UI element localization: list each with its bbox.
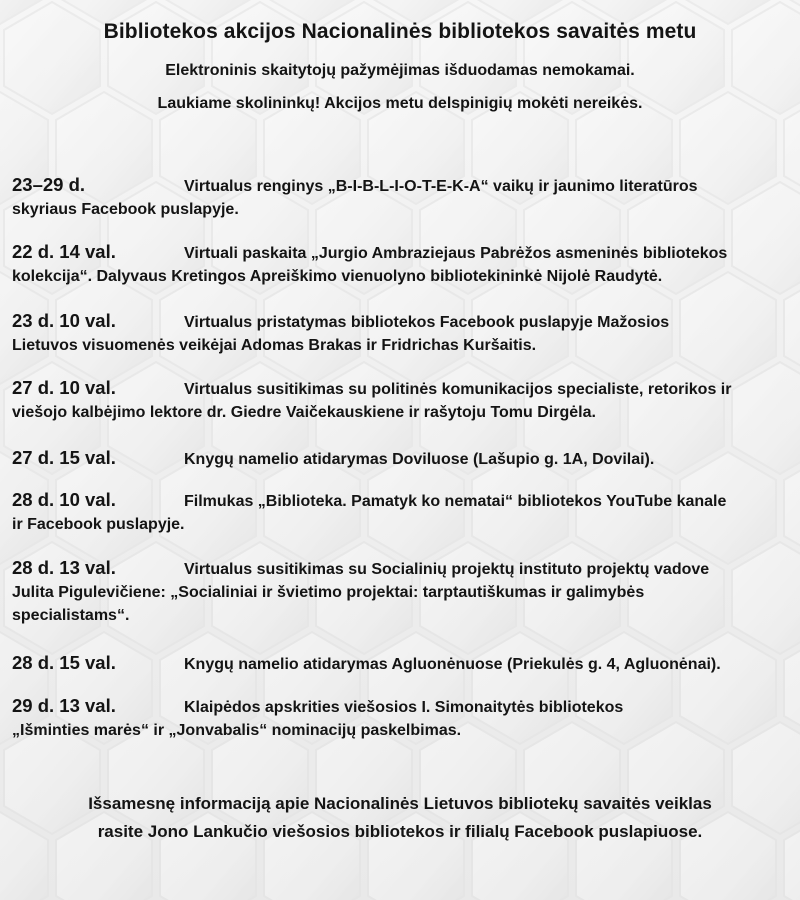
event-date: 22 d. 14 val. bbox=[12, 241, 116, 262]
event-description-line: Lietuvos visuomenės veikėjai Adomas Brakas ir Fridrichas Kuršaitis. bbox=[12, 337, 537, 354]
event-date: 23 d. 10 val. bbox=[12, 310, 116, 331]
footer-line: rasite Jono Lankučio viešosios bibliotekos ir filialų Facebook puslapiuose. bbox=[97, 822, 703, 841]
event-description-line: Virtuali paskaita „Jurgio Ambraziejaus Pabrėžos asmeninės bibliotekos bbox=[184, 245, 728, 262]
event-item bbox=[12, 376, 792, 424]
footer-line: Išsamesnę informaciją apie Nacionalinės Lietuvos bibliotekų savaitės veiklas bbox=[88, 794, 712, 813]
event-description-line: Filmukas „Biblioteka. Pamatyk ko nematai“ bibliotekos YouTube kanale bbox=[184, 493, 727, 510]
event-date: 28 d. 13 val. bbox=[12, 557, 116, 578]
event-description-line: Virtualus pristatymas bibliotekos Facebook puslapyje Mažosios bbox=[184, 314, 670, 331]
event-description-line: „Išminties marės“ ir „Jonvabalis“ nominacijų paskelbimas. bbox=[12, 722, 462, 739]
event-date: 27 d. 15 val. bbox=[12, 447, 116, 468]
event-item bbox=[12, 309, 792, 357]
event-description-line: Virtualus susitikimas su Socialinių projektų instituto projektų vadove bbox=[184, 561, 710, 578]
subtitle-debtors: Laukiame skolininkų! Akcijos metu delspinigių mokėti nereikės. bbox=[157, 95, 643, 112]
event-description-line: Virtualus renginys „B-I-B-L-I-O-T-E-K-A“ vaikų ir jaunimo literatūros bbox=[184, 178, 698, 195]
event-description-line: ir Facebook puslapyje. bbox=[12, 516, 185, 533]
event-description-line: viešojo kalbėjimo lektore dr. Giedre Vaičekauskiene ir rašytoju Tomu Dirgėla. bbox=[12, 404, 596, 421]
poster-title: Bibliotekos akcijos Nacionalinės bibliotekos savaitės metu bbox=[103, 20, 697, 43]
event-description-line: kolekcija“. Dalyvaus Kretingos Apreiškimo vienuolyno bibliotekininkė Nijolė Raudytė. bbox=[12, 268, 663, 285]
event-description-line: Knygų namelio atidarymas Doviluose (Lašupio g. 1A, Dovilai). bbox=[184, 451, 655, 468]
event-date: 28 d. 10 val. bbox=[12, 489, 116, 510]
event-description-line: Klaipėdos apskrities viešosios I. Simonaitytės bibliotekos bbox=[184, 699, 624, 716]
event-item bbox=[12, 651, 792, 676]
event-date: 29 d. 13 val. bbox=[12, 695, 116, 716]
subtitle-free-card: Elektroninis skaitytojų pažymėjimas išduodamas nemokamai. bbox=[165, 62, 635, 79]
event-item bbox=[12, 446, 792, 471]
event-date: 28 d. 15 val. bbox=[12, 652, 116, 673]
event-item bbox=[12, 488, 792, 536]
footer-note bbox=[0, 790, 800, 846]
event-item bbox=[12, 556, 792, 627]
event-item bbox=[12, 240, 792, 288]
event-date: 23–29 d. bbox=[12, 174, 86, 195]
event-item bbox=[12, 694, 792, 742]
event-description-line: Julita Pigulevičiene: „Socialiniai ir švietimo projektai: tarptautiškumas ir galimybės bbox=[12, 584, 645, 601]
event-description-line: Virtualus susitikimas su politinės komunikacijos specialiste, retorikos ir bbox=[184, 381, 732, 398]
event-date: 27 d. 10 val. bbox=[12, 377, 116, 398]
event-description-line: skyriaus Facebook puslapyje. bbox=[12, 201, 239, 218]
event-item bbox=[12, 173, 792, 221]
event-description-line: Knygų namelio atidarymas Agluonėnuose (Priekulės g. 4, Agluonėnai). bbox=[184, 656, 721, 673]
event-description-line: specialistams“. bbox=[12, 607, 130, 624]
